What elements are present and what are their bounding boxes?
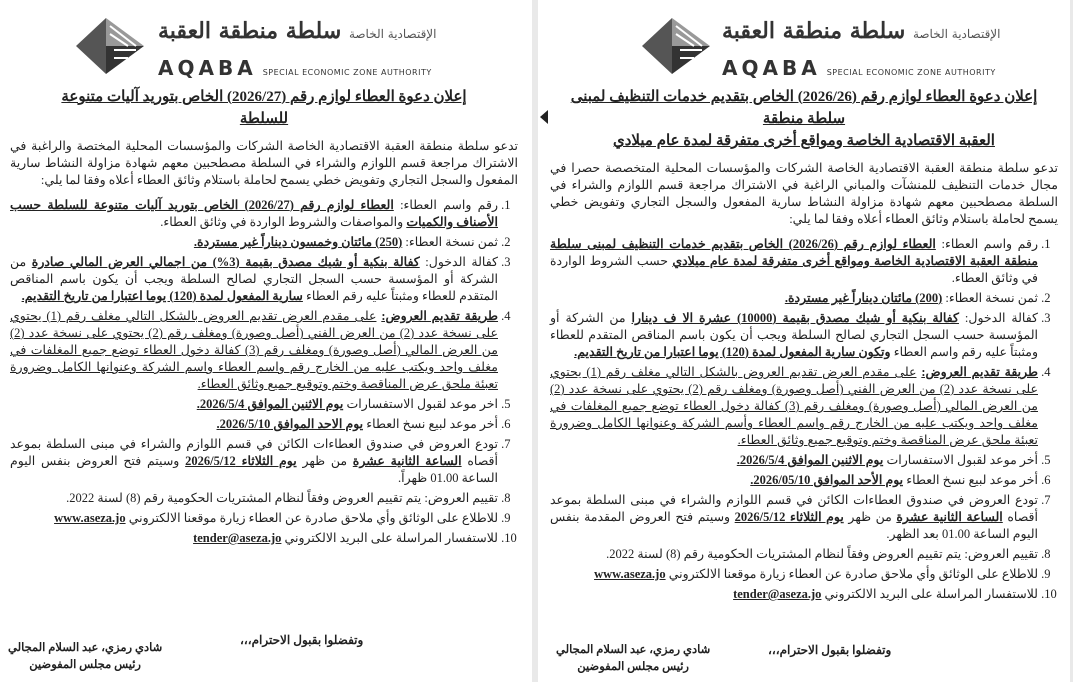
list-item: 2. ثمن نسخة العطاء: (200) مائتان ديناراً غير مستردة. — [550, 290, 1038, 307]
website-link[interactable]: www.aseza.jo — [54, 511, 126, 525]
terms-list — [10, 197, 518, 547]
list-item: 9. للاطلاع على الوثائق وأي ملاحق صادرة عن العطاء زيارة موقعنا الالكتروني www.aseza.jo — [10, 510, 498, 527]
list-item: 4. طريقة تقديم العروض: على مقدم العرض تقديم العروض بالشكل التالي مغلف رقم (1) يحتوي على نسخة عدد (2) من العرض الفني (أصل وصورة) ومغلف رقم (2) يحتوي على نسخة عدد (2) من العرض المالي (أصل وصورة) ومغلف رقم (3) كفالة دخول العطاء توضع جميع المغلفات في مغلف واحد ويكتب عليه من الخارج رقم واسم العطاء واسم الشركة وعنوانها الكامل وضرورة تعبئة ملحق عرض المناقصة وختم وتوقيع جميع وثائق العطاء. — [10, 308, 498, 393]
logo-english-name: AQABA SPECIAL ECONOMIC ZONE AUTHORITY — [158, 56, 432, 80]
page-title: إعلان دعوة العطاء لوازم رقم (2026/26) الخاص بتقديم خدمات التنظيف لمبنى سلطة منطقة العقبة الاقتصادية الخاصة ومواقع أخرى متفرقة لمدة عام ميلادي — [570, 89, 1038, 149]
list-item: 5. أخر موعد لقبول الاستفسارات يوم الاثنين الموافق 2026/5/4. — [550, 452, 1038, 469]
list-item: 3. كفالة الدخول: كفالة بنكية أو شيك مصدق بقيمة (10000) عشرة الا ف دينارا من الشركة أو المؤسسة حسب السجل التجاري لصالح السلطة ويجب أن يكون باسم المناقص المتقدم للعطاء ومثبتاً عليه رقم واسم العطاء وتكون سارية المفعول لمدة (120) يوما اعتبارا من تاريخ التقديم. — [550, 310, 1038, 361]
logo-arabic-name: الإقتصادية الخاصة سلطة منطقة العقبة — [158, 18, 437, 44]
intro-paragraph: تدعو سلطة منطقة العقبة الاقتصادية الخاصة الشركات والمؤسسات المحلية المتخصصة حصرا في مجال خدمات التنظيف للمنشآت والمباني الراغبة في الاشتراك مراجعة قسم اللوازم والشراء في السلطة مصطحبين معهم شهادة مزاولة النشاط سارية المفعول والسجل التجاري وتفويض خطي يسمح لحاملة باستلام وثائق العطاء أعلاه وفقا لما يلي: — [550, 161, 1058, 226]
list-item: 7. تودع العروض في صندوق العطاءات الكائن في قسم اللوازم والشراء في مبنى السلطة بموعد أقصاه الساعة الثانية عشرة من ظهر يوم الثلاثاء 2026/5/12 وسيتم فتح العروض المقدمة بنفس اليوم الساعة 01.00 بعد الظهر. — [550, 492, 1038, 543]
list-item: 10. للاستفسار المراسلة على البريد الالكتروني tender@aseza.jo — [550, 586, 1038, 603]
page-marker-arrow-icon — [540, 110, 548, 124]
aseza-triangle-logo-icon — [76, 16, 146, 76]
logo-arabic-name: الإقتصادية الخاصة سلطة منطقة العقبة — [722, 18, 1001, 44]
aseza-logo — [550, 12, 1058, 78]
announcement-page-left — [0, 0, 532, 682]
email-link[interactable]: tender@aseza.jo — [193, 531, 282, 545]
list-item: 1. رقم واسم العطاء: العطاء لوازم رقم (2026/27) الخاص بتوريد آليات متنوعة للسلطة حسب الأصناف والكميات والمواصفات والشروط الواردة في وثائق العطاء. — [10, 197, 498, 231]
website-link[interactable]: www.aseza.jo — [594, 567, 666, 581]
list-item: 1. رقم واسم العطاء: العطاء لوازم رقم (2026/26) الخاص بتقديم خدمات التنظيف لمبنى سلطة منطقة العقبة الاقتصادية الخاصة ومواقع أخرى متفرقة لمدة عام ميلادي حسب الشروط الواردة في وثائق العطاء. — [550, 236, 1038, 287]
closing-text: وتفضلوا بقبول الاحترام،،، — [240, 633, 364, 647]
list-item: 6. أخر موعد لبيع نسخ العطاء يوم الاحد الموافق 2026/5/10. — [10, 416, 498, 433]
list-item: 9. للاطلاع على الوثائق وأي ملاحق صادرة عن العطاء زيارة موقعنا الالكتروني www.aseza.jo — [550, 566, 1038, 583]
intro-paragraph: تدعو سلطة منطقة العقبة الاقتصادية الخاصة الشركات والمؤسسات المحلية المختصة والراغبة في الاشتراك مراجعة قسم اللوازم والشراء في السلطة مصطحبين معهم شهادة مزاولة النشاط سارية المفعول والسجل التجاري وتفويض خطي يسمح لحاملة باستلام وثائق العطاء أعلاه وفقا لما يلي: — [10, 139, 518, 187]
list-item: 2. ثمن نسخة العطاء: (250) مائتان وخمسون ديناراً غير مستردة. — [10, 234, 498, 251]
list-item: 5. اخر موعد لقبول الاستفسارات يوم الاثنين الموافق 2026/5/4. — [10, 396, 498, 413]
list-item: 10. للاستفسار المراسلة على البريد الالكتروني tender@aseza.jo — [10, 530, 498, 547]
logo-english-name: AQABA SPECIAL ECONOMIC ZONE AUTHORITY — [722, 56, 996, 80]
page-title: إعلان دعوة العطاء لوازم رقم (2026/27) الخاص بتوريد آليات متنوعة للسلطة — [61, 89, 467, 127]
list-item: 6. أخر موعد لبيع نسخ العطاء يوم الأحد الموافق 2026/05/10. — [550, 472, 1038, 489]
announcement-page-right — [538, 0, 1070, 682]
closing-text: وتفضلوا بقبول الاحترام،،، — [768, 643, 892, 657]
aseza-triangle-logo-icon — [642, 16, 712, 76]
aseza-logo — [10, 12, 518, 78]
terms-list — [550, 236, 1058, 603]
list-item: 8. تقييم العروض: يتم تقييم العروض وفقاً لنظام المشتريات الحكومية رقم (8) لسنة 2022. — [10, 490, 498, 507]
email-link[interactable]: tender@aseza.jo — [733, 587, 822, 601]
list-item: 3. كفالة الدخول: كفالة بنكية أو شيك مصدق بقيمة (3%) من اجمالي العرض المالي صادرة من الشركة أو المؤسسة حسب السجل التجاري لصالح السلطة ويجب أن يكون باسم المناقص المتقدم للعطاء ومثبتاً عليه رقم العطاء سارية المفعول لمدة (120) يوما اعتبارا من تاريخ التقديم. — [10, 254, 498, 305]
signature-block: شادي رمزي، عبد السلام المجالي رئيس مجلس المفوضين — [556, 644, 711, 673]
list-item: 8. تقييم العروض: يتم تقييم العروض وفقاً لنظام المشتريات الحكومية رقم (8) لسنة 2022. — [550, 546, 1038, 563]
list-item: 4. طريقة تقديم العروض: على مقدم العرض تقديم العروض بالشكل التالي مغلف رقم (1) يحتوي على نسخة عدد (2) من العرض الفني (أصل وصورة) ومغلف رقم (2) يحتوي على نسخة عدد (2) من العرض المالي (أصل وصورة) ومغلف رقم (3) كفالة دخول العطاء توضع جميع المغلفات في مغلف واحد ويكتب عليه من الخارج رقم واسم العطاء وأسم الشركة وعنوانها الكامل وضرورة تعبئة ملحق عرض المناقصة وختم وتوقيع جميع وثائق العطاء. — [550, 364, 1038, 449]
list-item: 7. تودع العروض في صندوق العطاءات الكائن في قسم اللوازم والشراء في مبنى السلطة بموعد أقصاه الساعة الثانية عشرة من ظهر يوم الثلاثاء 2026/5/12 وسيتم فتح العروض بنفس اليوم الساعة 01.00 ظهراً. — [10, 436, 498, 487]
signature-block: شادي رمزي، عبد السلام المجالي رئيس مجلس المفوضين — [8, 642, 163, 671]
